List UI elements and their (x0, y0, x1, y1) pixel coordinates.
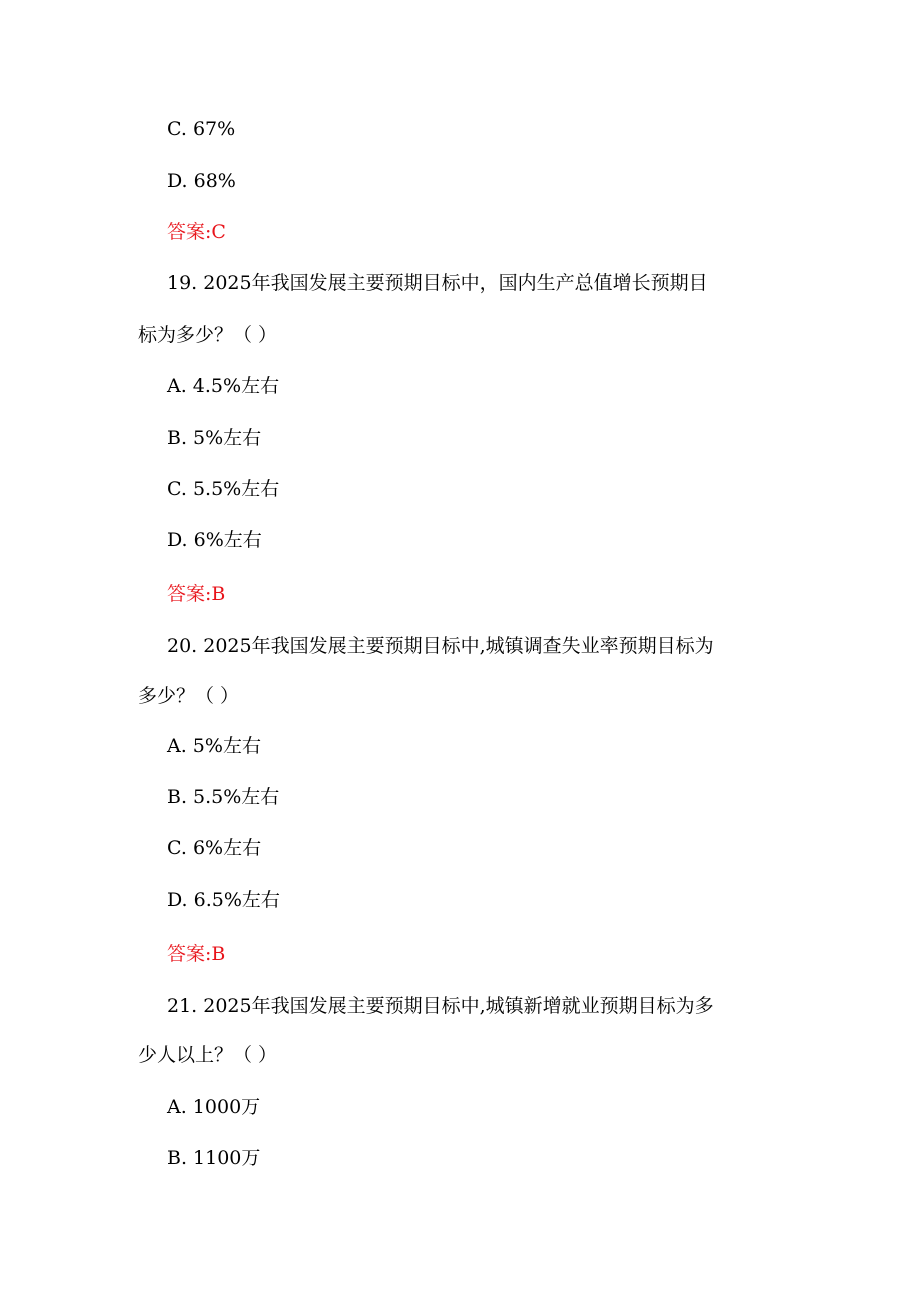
question-19-option-d: D. 6%左右 (167, 529, 262, 551)
question-20-option-b: B. 5.5%左右 (167, 786, 280, 808)
question-21-text: 21. 2025年我国发展主要预期目标中,城镇新增就业预期目标为多 (167, 995, 714, 1017)
question-21-option-b: B. 1100万 (167, 1147, 261, 1169)
question-20-answer: 答案:B (167, 943, 226, 965)
question-21-text-cont: 少人以上？（ ） (138, 1044, 278, 1066)
question-19-text-cont: 标为多少？（ ） (138, 324, 278, 346)
question-21-option-a: A. 1000万 (167, 1096, 261, 1118)
question-19-text: 19. 2025年我国发展主要预期目标中，国内生产总值增长预期目 (167, 272, 708, 294)
question-19-answer: 答案:B (167, 583, 226, 605)
question-20-option-d: D. 6.5%左右 (167, 889, 280, 911)
question-19-option-b: B. 5%左右 (167, 427, 262, 449)
question-20-text-cont: 多少？（ ） (138, 685, 240, 707)
question-20-option-a: A. 5%左右 (167, 735, 261, 757)
question-19-option-a: A. 4.5%左右 (167, 375, 280, 397)
question-20-text: 20. 2025年我国发展主要预期目标中,城镇调查失业率预期目标为 (167, 635, 714, 657)
answer-label: 答案:C (167, 221, 226, 243)
option-d: D. 68% (167, 170, 236, 192)
question-20-option-c: C. 6%左右 (167, 837, 262, 859)
option-c: C. 67% (167, 118, 236, 140)
question-19-option-c: C. 5.5%左右 (167, 478, 280, 500)
